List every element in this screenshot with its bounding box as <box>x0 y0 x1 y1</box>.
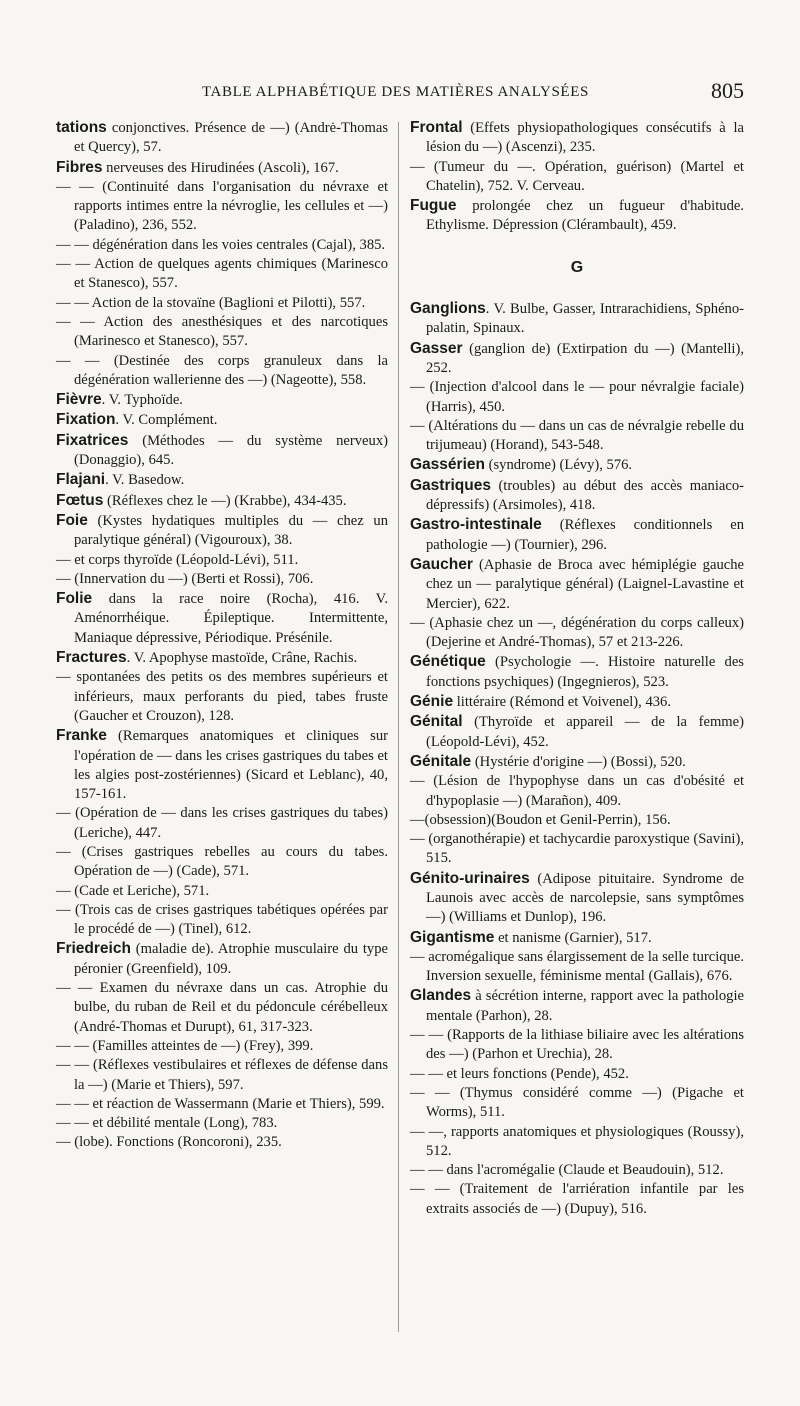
entry-headword: Fixatrices <box>56 431 129 449</box>
index-entry: — (organothérapie) et tachycardie paroxystique (Savini), 515. <box>410 831 744 867</box>
index-entry: — — (Continuité dans l'organisation du névraxe et rapports intimes entre la névroglie, les cellules et —) (Paladino), 236, 552. <box>56 178 388 234</box>
entry-headword: Génie <box>410 693 454 711</box>
index-entry: Gastriques (troubles) au début des accès maniaco-dépressifs) (Arsimoles), 418. <box>410 476 744 514</box>
entry-headword: Génito-urinaires <box>410 869 530 887</box>
index-entry: Folie dans la race noire (Rocha), 416. V. Aménorrhéique. Épileptique. Intermittente, Maniaque dépressive, Périodique. Présénile. <box>56 590 388 646</box>
entry-headword: Gassérien <box>410 456 485 474</box>
entry-headword: Fièvre <box>56 391 102 409</box>
index-entry: Génétique (Psychologie —. Histoire naturelle des fonctions psychiques) (Ingegnieros), 523. <box>410 653 744 690</box>
index-entry: — (Cade et Leriche), 571. <box>56 882 210 899</box>
index-entry: Gastro-intestinale (Réflexes conditionnels en pathologie —) (Tournier), 296. <box>410 516 744 553</box>
index-entry: — (Trois cas de crises gastriques tabétiques opérées par le procédé de —) (Tinel), 612. <box>56 901 388 938</box>
index-entry: — — (Familles atteintes de —) (Frey), 399. <box>56 1037 314 1054</box>
entry-headword: Gigantisme <box>410 928 495 946</box>
entry-headword: Ganglions <box>410 300 486 318</box>
page-number: 805 <box>711 78 744 103</box>
index-entry: — — (Réflexes vestibulaires et réflexes de défense dans la —) (Marie et Thiers), 597. <box>56 1057 388 1093</box>
index-entry: Fibres nerveuses des Hirudinées (Ascoli), 167. <box>56 158 339 176</box>
entry-headword: Glandes <box>410 987 472 1005</box>
index-entry: — — Action de quelques agents chimiques (Marinesco et Stanesco), 557. <box>56 256 388 292</box>
entry-headword: Gaucher <box>410 555 473 573</box>
index-entry: Fœtus (Réflexes chez le —) (Krabbe), 434-435. <box>56 491 347 509</box>
right-column-frontal-entries <box>410 118 744 236</box>
entry-headword: Gasser <box>410 339 463 357</box>
index-entry: — (Crises gastriques rebelles au cours du tabes. Opération de —) (Cade), 571. <box>56 843 388 880</box>
index-entry: — (Injection d'alcool dans le — pour névralgie faciale) (Harris), 450. <box>410 379 744 415</box>
index-entry: — et corps thyroïde (Léopold-Lévi), 511. <box>56 551 299 568</box>
index-entry: — (Altérations du — dans un cas de névralgie rebelle du trijumeau) (Horand), 543-548. <box>410 417 744 454</box>
index-entry: Flajani. V. Basedow. <box>56 471 185 489</box>
index-entry: Foie (Kystes hydatiques multiples du — chez un paralytique général) (Vigouroux), 38. <box>56 511 388 549</box>
entry-headword: Génétique <box>410 653 486 671</box>
index-entry: — (lobe). Fonctions (Roncoroni), 235. <box>56 1134 282 1151</box>
index-entry: Friedreich (maladie de). Atrophie musculaire du type péronier (Greenfield), 109. <box>56 940 388 977</box>
index-entry: — (Aphasie chez un —, dégénération du corps calleux) (Dejerine et André-Thomas), 57 et 213-226. <box>410 614 744 651</box>
index-entry: Gassérien (syndrome) (Lévy), 576. <box>410 456 633 474</box>
running-title: TABLE ALPHABÉTIQUE DES MATIÈRES ANALYSÉES <box>202 84 589 100</box>
page-header <box>60 78 744 108</box>
index-entry: — — Action des anesthésiques et des narcotiques (Marinesco et Stanesco), 557. <box>56 313 388 350</box>
index-entry: Gasser (ganglion de) (Extirpation du —) (Mantelli), 252. <box>410 339 744 376</box>
index-entry: — — (Thymus considéré comme —) (Pigache et Worms), 511. <box>410 1084 744 1121</box>
index-entry: — — dégénération dans les voies centrales (Cajal), 385. <box>56 236 386 253</box>
index-entry: Franke (Remarques anatomiques et cliniques sur l'opération de — dans les crises gastriques du tabes et les algies post-zostériennes) (Sicard et Leblanc), 40, 157-161. <box>56 727 388 803</box>
entry-headword: Franke <box>56 727 107 745</box>
left-column <box>56 118 388 1153</box>
entry-headword: Génital <box>410 713 463 731</box>
index-entry: Génital (Thyroïde et appareil — de la femme) (Léopold-Lévi), 452. <box>410 713 744 750</box>
index-entry: — — et leurs fonctions (Pende), 452. <box>410 1065 629 1082</box>
right-column <box>410 118 744 1219</box>
index-entry: — — et débilité mentale (Long), 783. <box>56 1115 278 1132</box>
index-entry: Gigantisme et nanisme (Garnier), 517. <box>410 928 652 946</box>
index-entry: Glandes à sécrétion interne, rapport avec la pathologie mentale (Parhon), 28. <box>410 987 744 1024</box>
section-letter: G <box>570 258 584 276</box>
right-column-g-entries <box>410 299 744 1219</box>
entry-headword: Frontal <box>410 119 463 136</box>
index-entry: — — (Destinée des corps granuleux dans la dégénération wallerienne des —) (Nageotte), 558. <box>56 352 388 388</box>
index-entry: Génie littéraire (Rémond et Voivenel), 436. <box>410 693 671 711</box>
index-entry: — spontanées des petits os des membres supérieurs et inférieurs, maux perforants du pied, tabes fruste (Gaucher et Crouzon), 128. <box>56 669 388 724</box>
entry-headword: Foie <box>56 511 88 529</box>
index-entry: Frontal (Effets physiopathologiques consécutifs à la lésion du —) (Ascenzi), 235. <box>410 119 744 156</box>
index-entry: — — (Rapports de la lithiase biliaire avec les altérations des —) (Parhon et Urechia), 28. <box>410 1027 744 1063</box>
column-divider <box>398 122 399 1332</box>
index-entry: tations conjonctives. Présence de —) (Andrė-Thomas et Quercy), 57. <box>56 119 388 156</box>
entry-headword: Friedreich <box>56 940 131 958</box>
index-entry: — —, rapports anatomiques et physiologiques (Roussy), 512. <box>410 1123 744 1159</box>
index-entry: — — dans l'acromégalie (Claude et Beaudouin), 512. <box>410 1162 724 1179</box>
entry-headword: Fugue <box>410 197 457 215</box>
entry-headword: Génitale <box>410 752 472 770</box>
index-entry: Fractures. V. Apophyse mastoïde, Crâne, Rachis. <box>56 649 358 667</box>
entry-headword: Fibres <box>56 158 103 176</box>
index-entry: — (Innervation du —) (Berti et Rossi), 706. <box>56 570 314 587</box>
index-entry: — (Lésion de l'hypophyse dans un cas d'obésité et d'hypoplasie —) (Marañon), 409. <box>410 773 744 809</box>
index-entry: — acromégalique sans élargissement de la selle turcique. Inversion sexuelle, féminisme mental (Gallais), 676. <box>410 948 744 985</box>
index-entry: — (Tumeur du —. Opération, guérison) (Martel et Chatelin), 752. V. Cerveau. <box>410 158 744 194</box>
index-entry: Ganglions. V. Bulbe, Gasser, Intrarachidiens, Sphéno-palatin, Spinaux. <box>410 300 744 337</box>
index-entry: —(obsession)(Boudon et Genil-Perrin), 156. <box>410 811 671 828</box>
entry-headword: Gastriques <box>410 476 491 494</box>
entry-headword: Fœtus <box>56 491 104 509</box>
index-entry: Fugue prolongée chez un fugueur d'habitude. Ethylisme. Dépression (Clérambault), 459. <box>410 197 744 234</box>
index-entry: — (Opération de — dans les crises gastriques du tabes) (Leriche), 447. <box>56 805 388 841</box>
entry-headword: tations <box>56 119 107 136</box>
index-entry: — — Examen du névraxe dans un cas. Atrophie du bulbe, du ruban de Reil et du pédoncule cérébelleux (André-Thomas et Durupt), 61, 317-323. <box>56 980 388 1035</box>
index-entry: Génito-urinaires (Adipose pituitaire. Syndrome de Launois avec accès de narcolepsie, sans symptômes —) (Williams et Dunlop), 196. <box>410 869 744 926</box>
entry-headword: Fractures <box>56 649 127 667</box>
index-entry: — — (Traitement de l'arriération infantile par les extraits associés de —) (Dupuy), 516. <box>410 1181 744 1217</box>
index-entry: Fièvre. V. Typhoïde. <box>56 391 183 409</box>
index-entry: Fixation. V. Complément. <box>56 411 218 429</box>
entry-headword: Folie <box>56 590 93 608</box>
index-entry: — — et réaction de Wassermann (Marie et Thiers), 599. <box>56 1095 385 1112</box>
index-entry: Fixatrices (Méthodes — du système nerveux) (Donaggio), 645. <box>56 431 388 469</box>
index-entry: Gaucher (Aphasie de Broca avec hémiplégie gauche chez un — paralytique général) (Laignel-Lavastine et Mercier), 622. <box>410 555 744 612</box>
entry-headword: Gastro-intestinale <box>410 516 542 534</box>
entry-headword: Flajani <box>56 471 106 489</box>
index-entry: — — Action de la stovaïne (Baglioni et Pilotti), 557. <box>56 294 366 311</box>
entry-headword: Fixation <box>56 411 116 429</box>
index-entry: Génitale (Hystérie d'origine —) (Bossi), 520. <box>410 752 686 770</box>
